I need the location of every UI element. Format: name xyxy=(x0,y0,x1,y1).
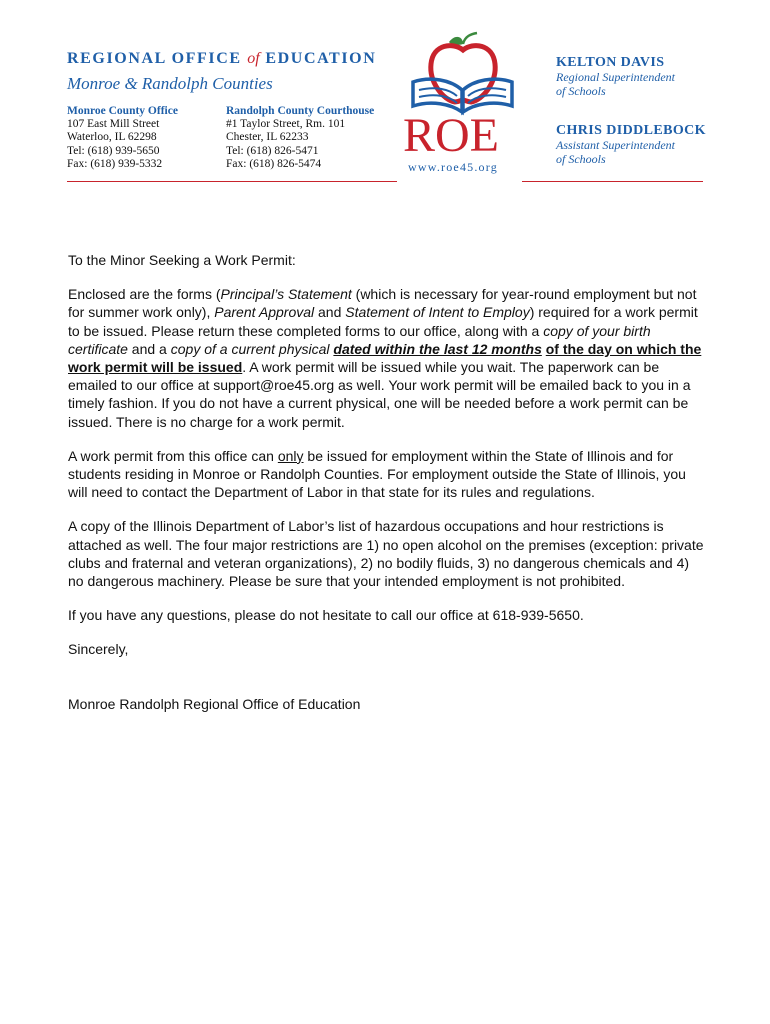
org-title xyxy=(67,50,376,68)
only-emphasis-text: only xyxy=(277,447,304,464)
text-run: and a xyxy=(127,340,171,357)
randolph-office-fax: Fax: (618) 826-5474 xyxy=(226,157,322,170)
monroe-office-heading: Monroe County Office xyxy=(67,105,178,117)
salutation: To the Minor Seeking a Work Permit: xyxy=(68,252,296,268)
assistant-superintendent-role-line1: Assistant Superintendent xyxy=(556,138,675,152)
letter-body xyxy=(68,251,704,729)
principal-statement-text: Principal’s Statement xyxy=(220,286,352,303)
text-run: A work permit from this office can xyxy=(68,447,278,464)
letterhead-divider-right xyxy=(522,181,703,182)
superintendent-role-line1: Regional Superintendent xyxy=(556,70,675,84)
text-run: ) required for a work permit to be issued. Please return these completed forms to our office, along with a xyxy=(68,304,698,339)
monroe-office-fax: Fax: (618) 939-5332 xyxy=(67,157,163,170)
monroe-office-tel: Tel: (618) 939-5650 xyxy=(67,144,160,157)
monroe-office-city: Waterloo, IL 62298 xyxy=(67,131,157,144)
letterhead xyxy=(0,0,770,185)
statement-of-intent-text: Statement of Intent to Employ xyxy=(345,304,530,321)
website-text: www.roe45.org xyxy=(408,160,498,174)
superintendent-block xyxy=(556,56,675,98)
randolph-office-tel: Tel: (618) 826-5471 xyxy=(226,144,319,157)
paragraph-jurisdiction xyxy=(68,447,704,502)
superintendent-name: KELTON DAVIS xyxy=(556,55,665,70)
text-run: Enclosed are the forms ( xyxy=(68,286,221,303)
physical-copy-text: copy of a current physical xyxy=(170,340,330,357)
dated-within-text: dated within the last 12 months xyxy=(333,340,542,357)
assistant-superintendent-block xyxy=(556,124,706,166)
closing: Sincerely, xyxy=(68,641,129,658)
randolph-office-heading: Randolph County Courthouse xyxy=(226,105,375,117)
day-of-issue-text: of the day on which the work permit will be issued xyxy=(68,340,702,376)
monroe-office-street: 107 East Mill Street xyxy=(67,118,160,131)
letterhead-divider-left xyxy=(67,181,397,182)
org-title-part2: EDUCATION xyxy=(265,50,377,67)
signature: Monroe Randolph Regional Office of Education xyxy=(68,695,361,712)
counties-subtitle: Monroe & Randolph Counties xyxy=(67,74,273,93)
parent-approval-text: Parent Approval xyxy=(214,304,315,321)
text-run: and xyxy=(314,304,346,321)
org-title-part1: REGIONAL OFFICE xyxy=(67,50,242,67)
randolph-office-address xyxy=(226,105,374,171)
superintendent-role-line2: of Schools xyxy=(556,84,606,98)
paragraph-restrictions: A copy of the Illinois Department of Labor’s list of hazardous occupations and hour restrictions is attached as well. The four major restrictions are 1) no open alcohol on the premises (exception: private clubs and fraternal and veteran organizations), 2) no bodily fluids, 3) no dangerous chemicals and 4) no dangerous machinery. Please be sure that your intended employment is not prohibited. xyxy=(68,518,704,590)
org-title-of: of xyxy=(247,50,260,67)
roe-logo-text: ROE xyxy=(403,109,499,162)
text-run: be issued for employment within the State of Illinois and for students residing in Monroe or Randolph Counties. For employment outside the State of Illinois, you will need to contact the Department of Labor in that state for its rules and regulations. xyxy=(68,447,686,501)
assistant-superintendent-role-line2: of Schools xyxy=(556,152,606,166)
text-run: (which is necessary for year-round employment but not for summer work only), xyxy=(68,286,697,321)
randolph-office-street: #1 Taylor Street, Rm. 101 xyxy=(226,118,346,131)
text-run: . A work permit will be issued while you wait. The paperwork can be emailed to our office at support@roe45.org as well. Your work permit will be emailed back to you in a timely fashion. If you do not have a current physical, one will be needed before a work permit can be issued. There is no charge for a work permit. xyxy=(68,359,691,430)
paragraph-forms xyxy=(68,285,704,431)
randolph-office-city: Chester, IL 62233 xyxy=(226,131,309,144)
paragraph-questions: If you have any questions, please do not hesitate to call our office at 618-939-5650. xyxy=(68,607,584,624)
birth-certificate-text: copy of your birth certificate xyxy=(68,322,651,357)
monroe-office-address xyxy=(67,105,178,171)
assistant-superintendent-name: CHRIS DIDDLEBOCK xyxy=(556,123,706,138)
